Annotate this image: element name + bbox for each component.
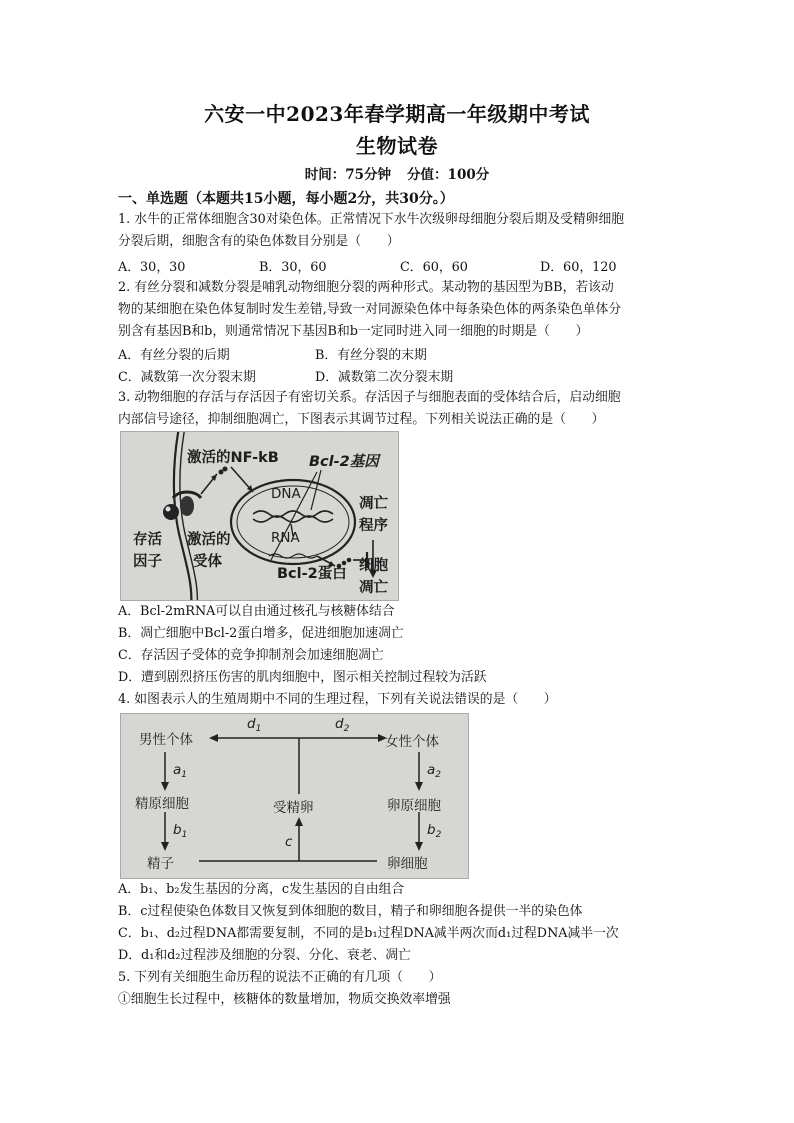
q3-option-d: D．遭到剧烈挤压伤害的肌肉细胞中，图示相关控制过程较为活跃 [118, 670, 487, 685]
q2-option-c: C．减数第一次分裂末期 [118, 370, 256, 385]
q1-option-c: C．60，60 [400, 260, 468, 275]
label-zygote: 受精卵 [273, 800, 314, 816]
q4-option-d: D．d₁和d₂过程涉及细胞的分裂、分化、衰老、凋亡 [118, 948, 411, 963]
q4-option-c: C．b₁、d₂过程DNA都需要复制，不同的是b₁过程DNA减半两次而d₁过程DNA减半一次 [118, 926, 619, 941]
label-female: 女性个体 [385, 734, 439, 750]
label-dna: DNA [271, 486, 301, 502]
label-nfkb: 激活的NF-kB [187, 450, 279, 466]
q1-option-d: D．60，120 [540, 260, 617, 275]
q3-option-c: C．存活因子受体的竞争抑制剂会加速细胞凋亡 [118, 648, 384, 663]
q2-option-d: D．减数第二次分裂末期 [315, 370, 454, 385]
q2-option-a: A．有丝分裂的后期 [118, 348, 230, 363]
label-rna: RNA [271, 530, 300, 546]
q4-option-a: A．b₁、b₂发生基因的分离，c发生基因的自由组合 [118, 882, 405, 897]
label-sperm: 精子 [147, 856, 174, 872]
label-d2: $d_2$ [335, 716, 350, 734]
q2-stem-line1: 2. 有丝分裂和减数分裂是哺乳动物细胞分裂的两种形式。某动物的基因型为BB，若该动 [118, 280, 614, 295]
exam-time: 时间：75分钟 [304, 167, 392, 183]
q3-stem-line2: 内部信号途径，抑制细胞凋亡，下图表示其调节过程。下列相关说法正确的是（ ） [118, 412, 605, 427]
label-survival-factor-1: 存活 [133, 532, 162, 548]
q1-stem-line2: 分裂后期，细胞含有的染色体数目分别是（ ） [118, 234, 400, 249]
exam-title: 六安一中2023年春学期高一年级期中考试 [204, 102, 590, 126]
label-apoptosis-program-1: 凋亡 [359, 496, 388, 512]
label-apoptosis-program-2: 程序 [359, 518, 388, 534]
receptor-shape [180, 496, 194, 516]
q1-option-a: A．30，30 [118, 260, 186, 275]
label-receptor-2: 受体 [193, 554, 222, 570]
q1-stem-line1: 1. 水牛的正常体细胞含30对染色体。正常情况下水牛次级卵母细胞分裂后期及受精卵细胞 [118, 212, 625, 227]
label-bcl2-protein: Bcl-2蛋白 [277, 566, 347, 582]
label-receptor-1: 激活的 [187, 532, 231, 548]
label-bcl2-gene: Bcl-2基因 [309, 454, 379, 470]
label-cell-apoptosis-1: 细胞 [359, 558, 388, 574]
label-b2: $b_2$ [427, 822, 442, 840]
label-egg-origin: 卵原细胞 [387, 798, 441, 814]
q5-stem-line1: 5. 下列有关细胞生命历程的说法不正确的有几项（ ） [118, 970, 442, 985]
section-heading: 一、单选题（本题共15小题，每小题2分，共30分。） [118, 191, 454, 207]
apoptosis-figure [120, 431, 399, 601]
label-d1: $d_1$ [247, 716, 262, 734]
exam-meta [0, 163, 794, 183]
q4-stem-line1: 4. 如图表示人的生殖周期中不同的生理过程，下列有关说法错误的是（ ） [118, 692, 557, 707]
survival-factor-shape [163, 504, 179, 520]
reproduction-figure [120, 713, 469, 879]
label-male: 男性个体 [139, 732, 193, 748]
q1-option-b: B．30，60 [259, 260, 327, 275]
label-a2: $a_2$ [427, 762, 442, 780]
q3-option-a: A．Bcl-2mRNA可以自由通过核孔与核糖体结合 [118, 604, 395, 619]
q2-stem-line3: 别含有基因B和b，则通常情况下基因B和b一定同时进入同一细胞的时期是（ ） [118, 324, 589, 339]
q4-option-b: B．c过程使染色体数目又恢复到体细胞的数目，精子和卵细胞各提供一半的染色体 [118, 904, 583, 919]
q2-stem-line2: 物的某细胞在染色体复制时发生差错,导致一对同源染色体中每条染色体的两条染色单体分 [118, 302, 622, 317]
label-b1: $b_1$ [173, 822, 188, 840]
exam-score: 分值：100分 [407, 167, 490, 183]
q5-item-1: ①细胞生长过程中，核糖体的数量增加，物质交换效率增强 [118, 992, 451, 1007]
label-c: c [285, 834, 293, 850]
q3-option-b: B．凋亡细胞中Bcl-2蛋白增多，促进细胞加速凋亡 [118, 626, 404, 641]
label-survival-factor-2: 因子 [133, 554, 162, 570]
dna-strand [253, 511, 333, 517]
label-egg: 卵细胞 [387, 856, 428, 872]
q3-stem-line1: 3. 动物细胞的存活与存活因子有密切关系。存活因子与细胞表面的受体结合后，启动细胞 [118, 390, 621, 405]
label-cell-apoptosis-2: 凋亡 [359, 580, 388, 596]
exam-subtitle: 生物试卷 [356, 134, 438, 158]
label-sperm-origin: 精原细胞 [135, 796, 189, 812]
label-a1: $a_1$ [173, 762, 188, 780]
q2-option-b: B．有丝分裂的末期 [315, 348, 427, 363]
